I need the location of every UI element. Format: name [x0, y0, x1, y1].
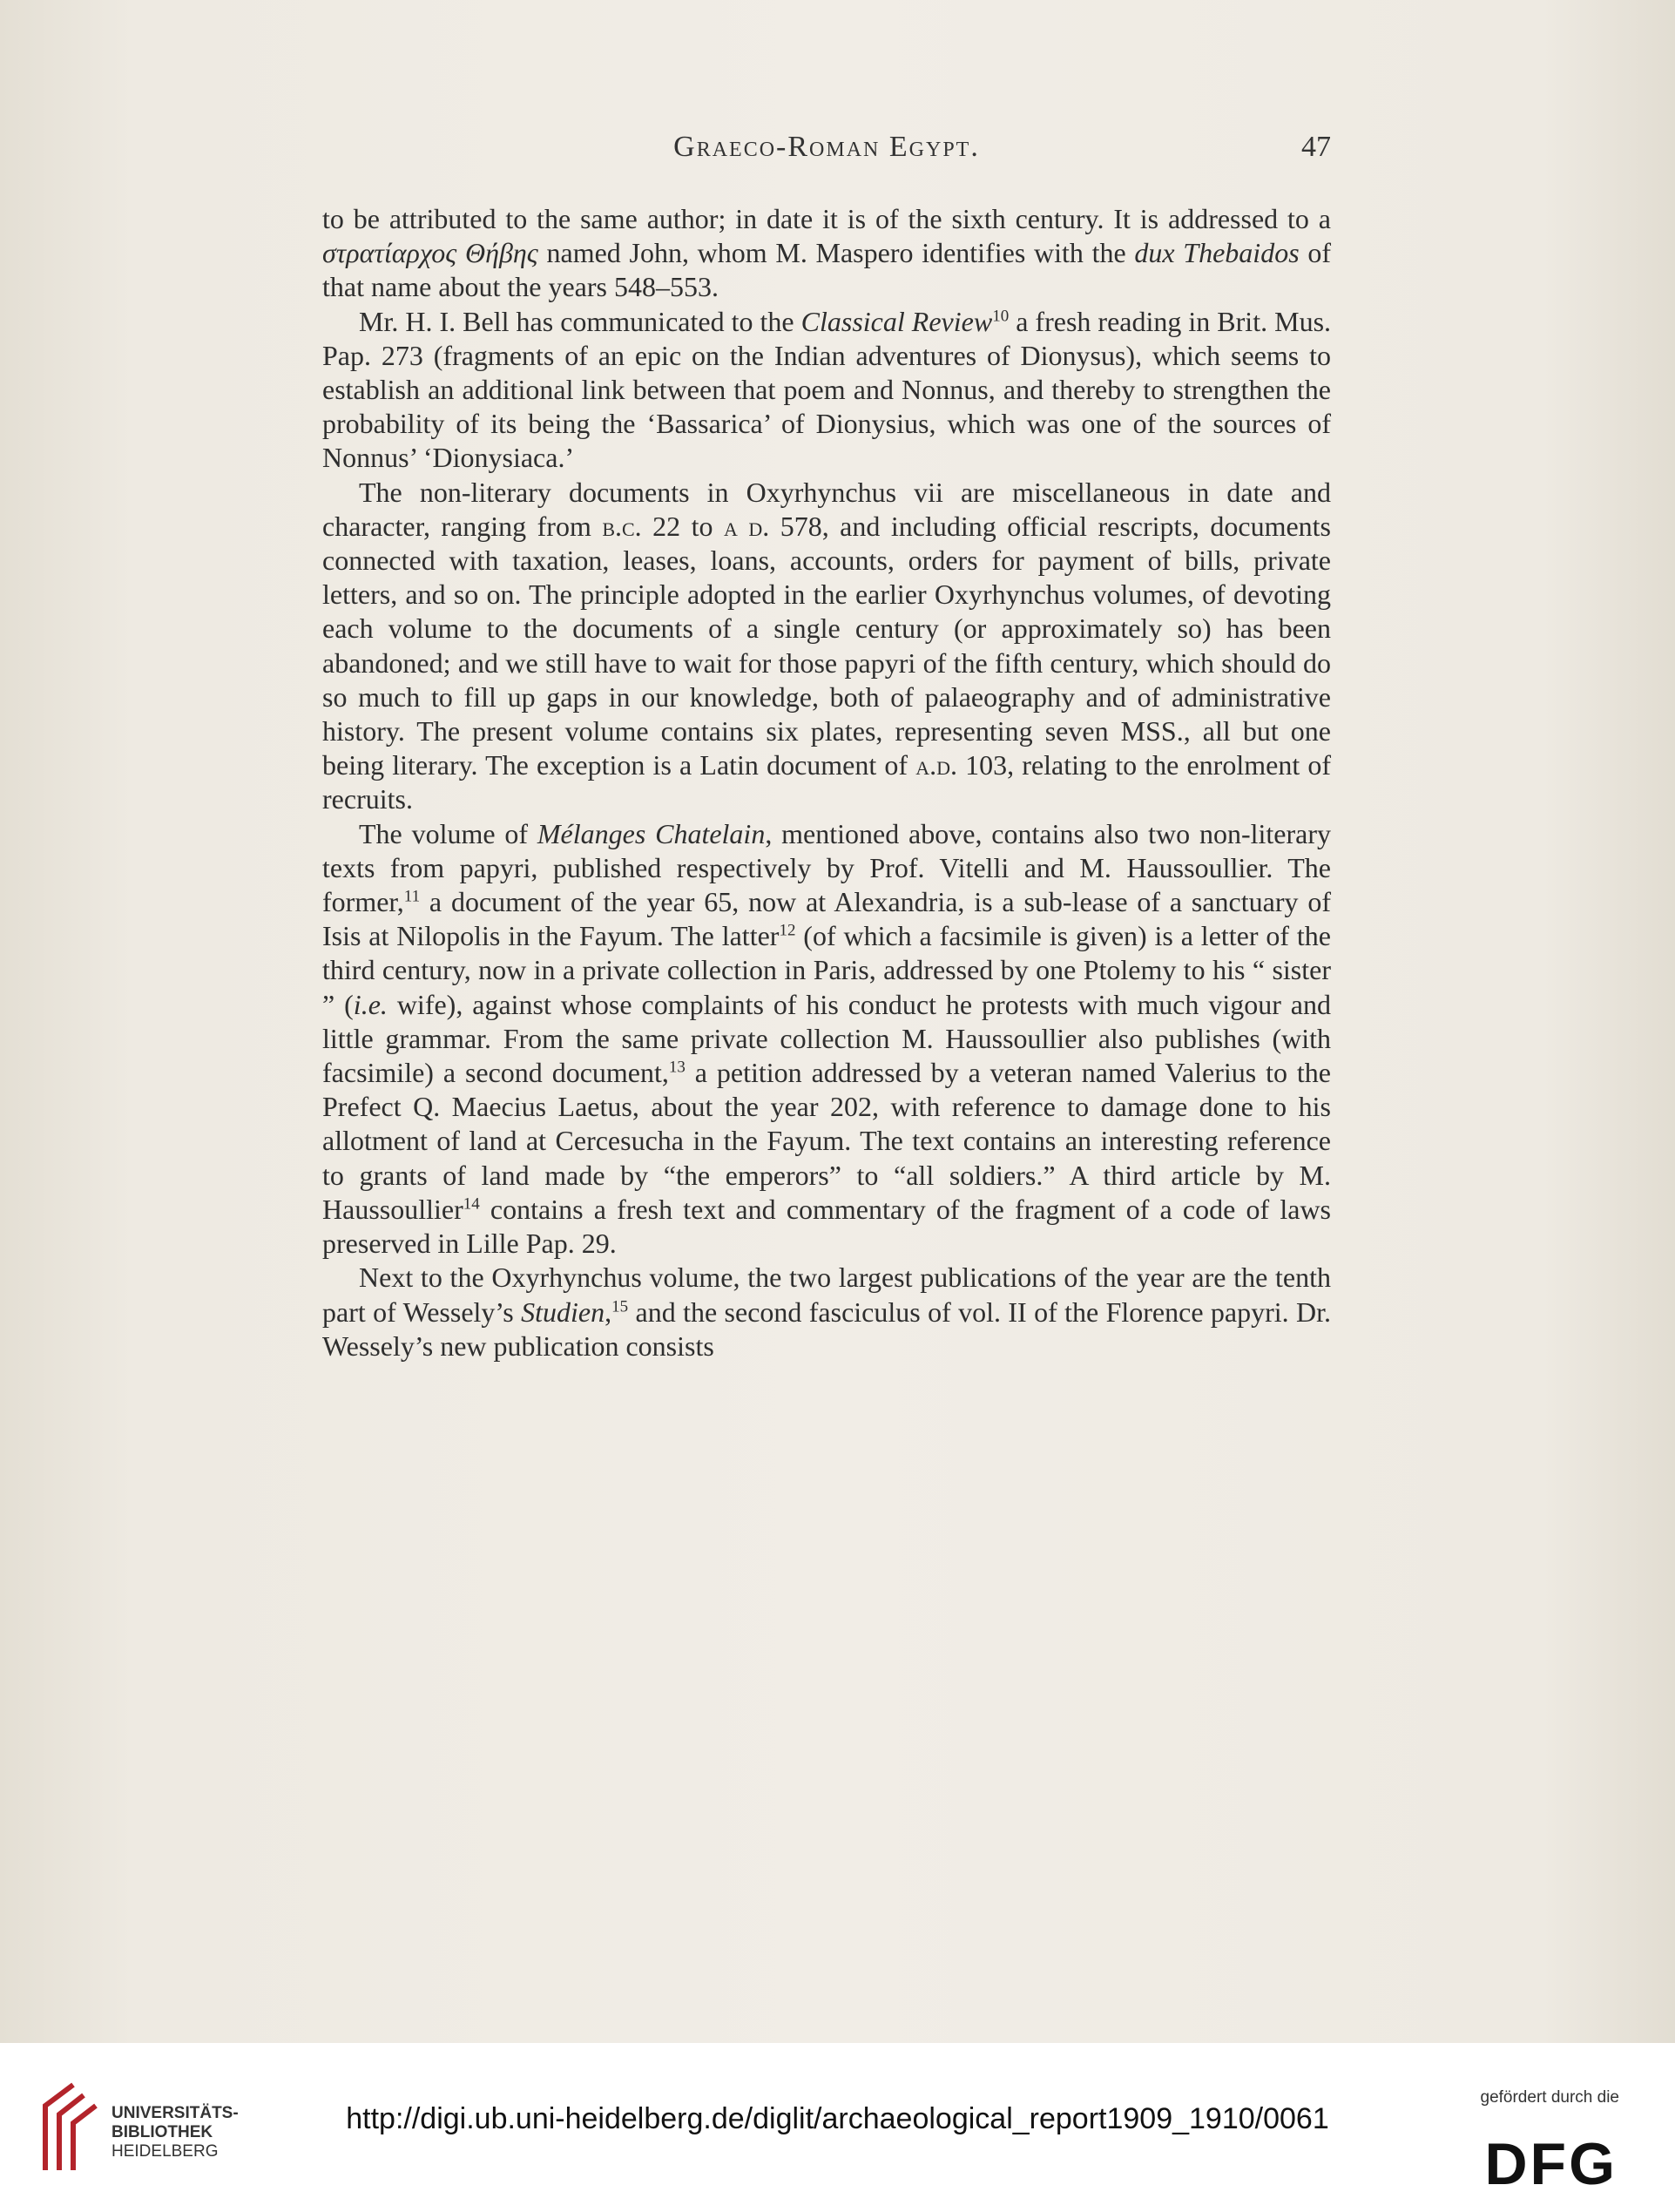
text-run: Next to the Oxyrhynchus volume, the two largest publications of the year are the tenth part of Wessely’s [322, 1262, 1331, 1328]
paragraph-2 [322, 305, 1331, 476]
footnote-ref: 11 [403, 887, 421, 906]
era-abbrev: a.d. [915, 749, 958, 781]
institution-line: UNIVERSITÄTS- [111, 2104, 239, 2122]
paragraph-1 [322, 202, 1331, 305]
text-run: a petition addressed by a veteran named Valerius to the Prefect Q. Maecius Laetus, about the year 202, with reference to damage done to his allotment of land at Cercesucha in the Fayum. The text contains an interesting reference to grants of land made by “the emperors” to “all soldiers.” A third article by M. Haussoullier [322, 1057, 1332, 1225]
text-run: (of which a facsimile is given) is a letter of the third century, now in a private collection in Paris, addressed by one Ptolemy to his “ sister ” ( [322, 920, 1332, 1020]
institution-line: HEIDELBERG [111, 2142, 219, 2161]
italic-title: Studien [521, 1295, 605, 1328]
text-run: to be attributed to the same author; in date it is of the sixth century. It is addressed to a [322, 203, 1331, 234]
paragraph-4 [322, 817, 1331, 1262]
footnote-ref: 15 [611, 1296, 629, 1316]
text-run: The volume of [359, 817, 537, 849]
italic-title: Classical Review [800, 305, 993, 337]
paragraph-5 [322, 1261, 1331, 1363]
text-run: of that name about the years 548–553. [322, 237, 1332, 303]
page-number: 47 [1301, 131, 1331, 163]
viewer-footer [0, 2043, 1675, 2212]
permalink-url[interactable]: http://digi.ub.uni-heidelberg.de/diglit/archaeological_report1909_1910/0061 [346, 2102, 1329, 2135]
text-run: The non-literary documents in Oxyrhynchus vii are miscellaneous in date and character, ranging from [322, 476, 1331, 542]
text-run: named John, whom M. Maspero identifies with the [537, 237, 1135, 269]
text-run: Mr. H. I. Bell has communicated to the [359, 305, 801, 337]
text-run: , mentioned above, contains also two non-literary texts from papyri, published respectively by Prof. Vitelli and M. Haussoullier. The former, [322, 817, 1332, 918]
italic-abbrev: i.e. [353, 988, 388, 1020]
footnote-ref: 13 [668, 1058, 686, 1077]
footnote-ref: 12 [779, 921, 796, 940]
text-run: and the second fasciculus of vol. II of the Florence papyri. Dr. Wessely’s new publication consists [322, 1295, 1332, 1362]
body-text [322, 202, 1331, 1363]
dfg-logo: DFG [1484, 2131, 1618, 2197]
italic-title: dux Thebaidos [1134, 237, 1300, 269]
era-abbrev: a d. [723, 510, 770, 542]
italic-title: Mélanges Chatelain [537, 817, 766, 849]
running-head [322, 131, 1331, 174]
text-run: 578, and including official rescripts, documents connected with taxation, leases, loans, accounts, orders for payment of bills, private letters, and so on. The principle adopted in the earlier Oxyrhynchus volumes, of devoting each volume to the documents of a single century (or approximately so) has been abandoned; and we still have to wait for those papyri of the fifth century, which should do so much to fill up gaps in our knowledge, both of palaeography and of administrative history. The present volume contains six plates, representing seven MSS., all but one being literary. The exception is a Latin document of [322, 510, 1332, 781]
paragraph-3 [322, 476, 1331, 817]
running-title: Graeco-Roman Egypt. [673, 131, 980, 163]
text-run: 103, relating to the enrolment of recruits. [322, 749, 1332, 815]
institution-line: BIBLIOTHEK [111, 2123, 213, 2141]
footnote-ref: 10 [992, 306, 1010, 325]
funder-label: gefördert durch die [1480, 2088, 1619, 2107]
text-run: contains a fresh text and commentary of the fragment of a code of laws preserved in Lille Pap. 29. [322, 1193, 1331, 1260]
text-run: , [604, 1295, 612, 1328]
footnote-ref: 14 [463, 1194, 480, 1214]
greek-phrase: στρατίαρχος Θήβης [322, 237, 538, 269]
era-abbrev: b.c. [602, 510, 642, 542]
text-run: a fresh reading in Brit. Mus. Pap. 273 (fragments of an epic on the Indian adventures of Dionysus), which seems to establish an additional link between that poem and Nonnus, and thereby to strengthen the probability of its being the ‘Bassarica’ of Dionysius, which was one of the sources of Nonnus’ ‘Dionysiaca.’ [322, 305, 1332, 474]
text-run: 22 to [641, 510, 724, 542]
text-run: wife), against whose complaints of his conduct he protests with much vigour and little grammar. From the same private collection M. Haussoullier also publishes (with facsimile) a second document, [322, 988, 1332, 1089]
text-run: a document of the year 65, now at Alexandria, is a sub-lease of a sanctuary of Isis at Nilopolis in the Fayum. The latter [322, 886, 1331, 952]
